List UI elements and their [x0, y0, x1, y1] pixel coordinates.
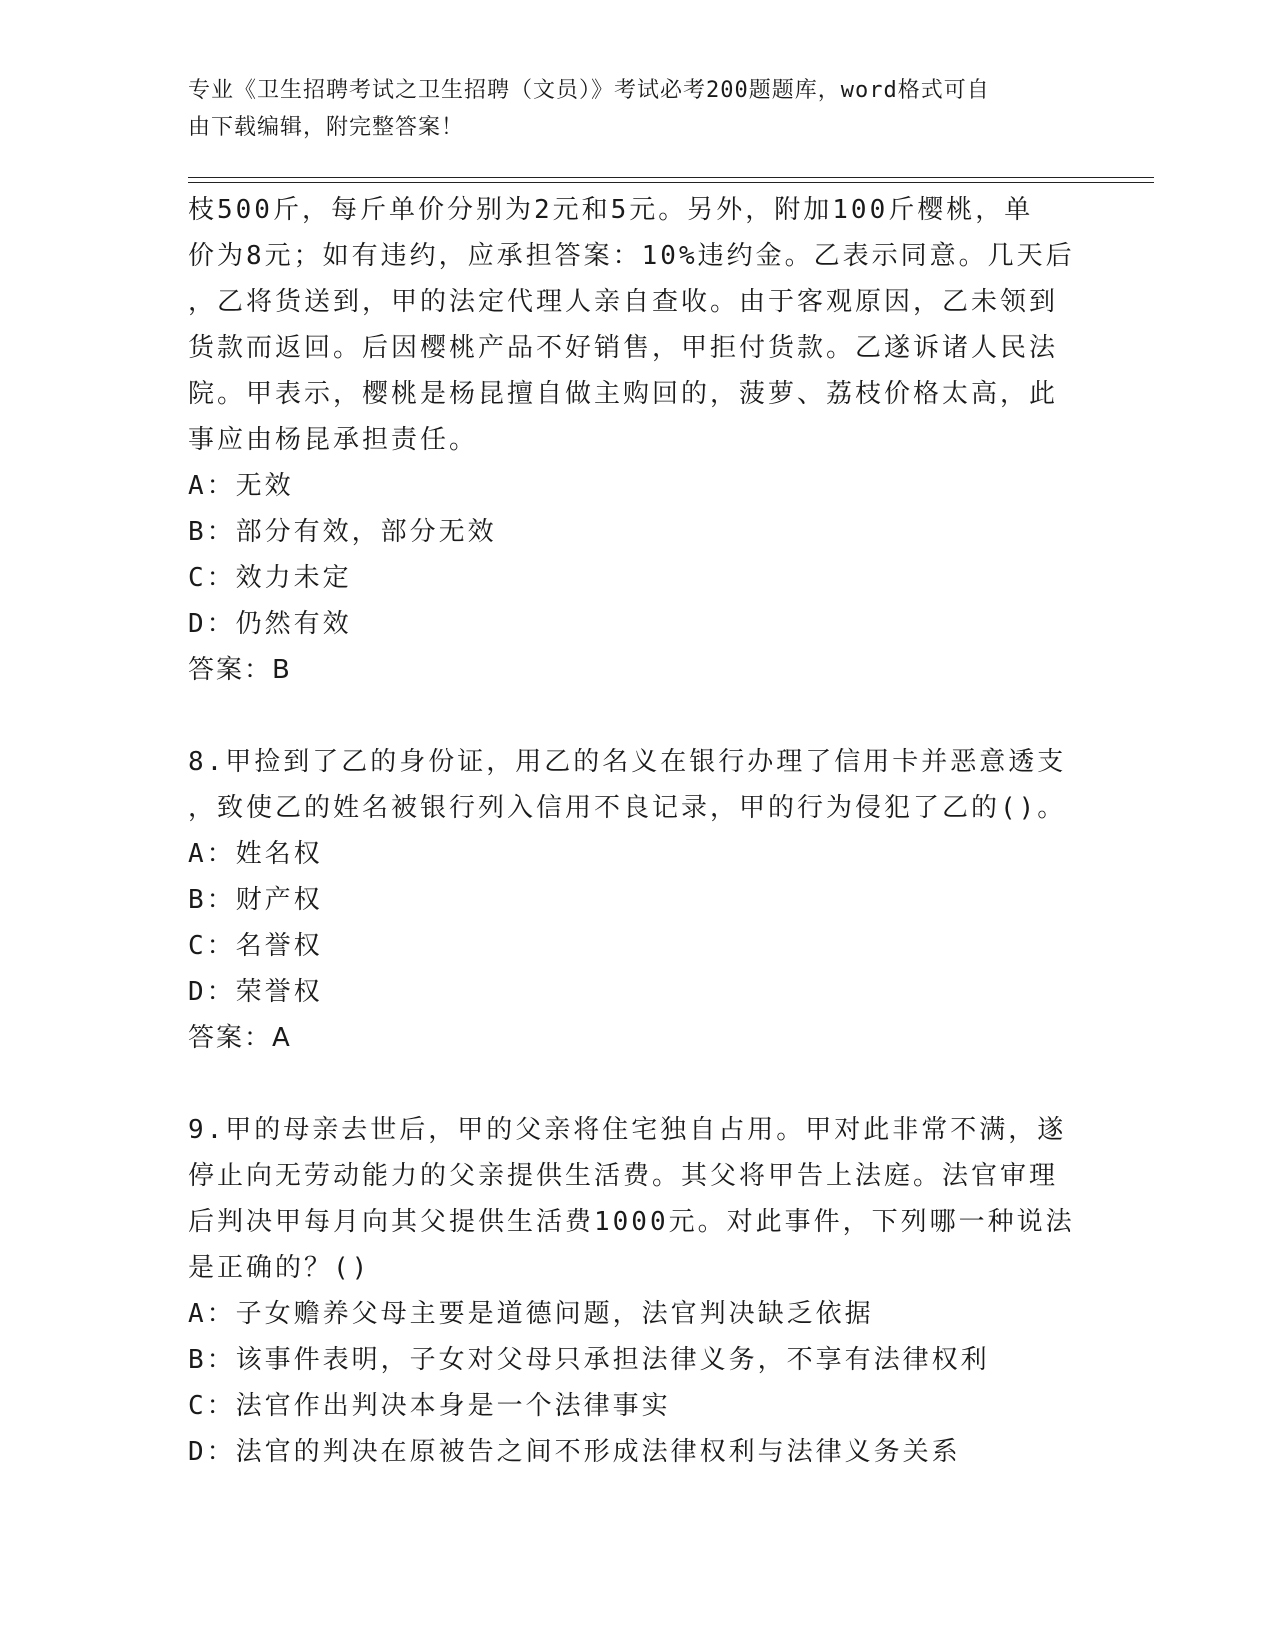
option-b: B：财产权 — [188, 885, 323, 915]
question-8 — [188, 739, 1088, 1061]
question-text-line: 事应由杨昆承担责任。 — [188, 425, 479, 455]
answer: 答案：A — [188, 1023, 292, 1053]
option-c: C：法官作出判决本身是一个法律事实 — [188, 1391, 671, 1421]
option-a: A：无效 — [188, 471, 294, 501]
spacer — [188, 693, 1088, 739]
question-7 — [188, 187, 1088, 693]
option-d: D：仍然有效 — [188, 609, 352, 639]
option-a: A：姓名权 — [188, 839, 323, 869]
option-d: D：荣誉权 — [188, 977, 323, 1007]
question-9 — [188, 1107, 1088, 1475]
question-text-line: 停止向无劳动能力的父亲提供生活费。其父将甲告上法庭。法官审理 — [188, 1161, 1059, 1191]
option-d: D：法官的判决在原被告之间不形成法律权利与法律义务关系 — [188, 1437, 961, 1467]
question-text-line: ，致使乙的姓名被银行列入信用不良记录，甲的行为侵犯了乙的()。 — [188, 793, 1067, 823]
header-divider-top — [188, 177, 1154, 178]
question-text-line: 8.甲捡到了乙的身份证，用乙的名义在银行办理了信用卡并恶意透支 — [188, 747, 1067, 777]
option-b: B：部分有效，部分无效 — [188, 517, 497, 547]
question-text-line: 枝500斤，每斤单价分别为2元和5元。另外，附加100斤樱桃，单 — [188, 195, 1034, 225]
answer: 答案：B — [188, 655, 292, 685]
question-text-line: 后判决甲每月向其父提供生活费1000元。对此事件，下列哪一种说法 — [188, 1207, 1075, 1237]
spacer — [188, 1061, 1088, 1107]
header-line-2: 由下载编辑，附完整答案！ — [188, 115, 465, 140]
question-text-line: 9.甲的母亲去世后，甲的父亲将住宅独自占用。甲对此非常不满，遂 — [188, 1115, 1067, 1145]
question-content — [188, 187, 1088, 1475]
header-divider-bottom — [188, 182, 1154, 183]
header-line-1: 专业《卫生招聘考试之卫生招聘（文员）》考试必考200题题库，word格式可自 — [188, 78, 990, 103]
question-text-line: ，乙将货送到，甲的法定代理人亲自查收。由于客观原因，乙未领到 — [188, 287, 1059, 317]
option-c: C：名誉权 — [188, 931, 323, 961]
option-b: B：该事件表明，子女对父母只承担法律义务，不享有法律权利 — [188, 1345, 990, 1375]
option-c: C：效力未定 — [188, 563, 352, 593]
question-text-line: 院。甲表示，樱桃是杨昆擅自做主购回的，菠萝、荔枝价格太高，此 — [188, 379, 1059, 409]
page-header — [188, 72, 1068, 146]
option-a: A：子女赡养父母主要是道德问题，法官判决缺乏依据 — [188, 1299, 874, 1329]
question-text-line: 价为8元；如有违约，应承担答案：10%违约金。乙表示同意。几天后 — [188, 241, 1075, 271]
question-text-line: 是正确的？() — [188, 1253, 371, 1283]
question-text-line: 货款而返回。后因樱桃产品不好销售，甲拒付货款。乙遂诉诸人民法 — [188, 333, 1059, 363]
